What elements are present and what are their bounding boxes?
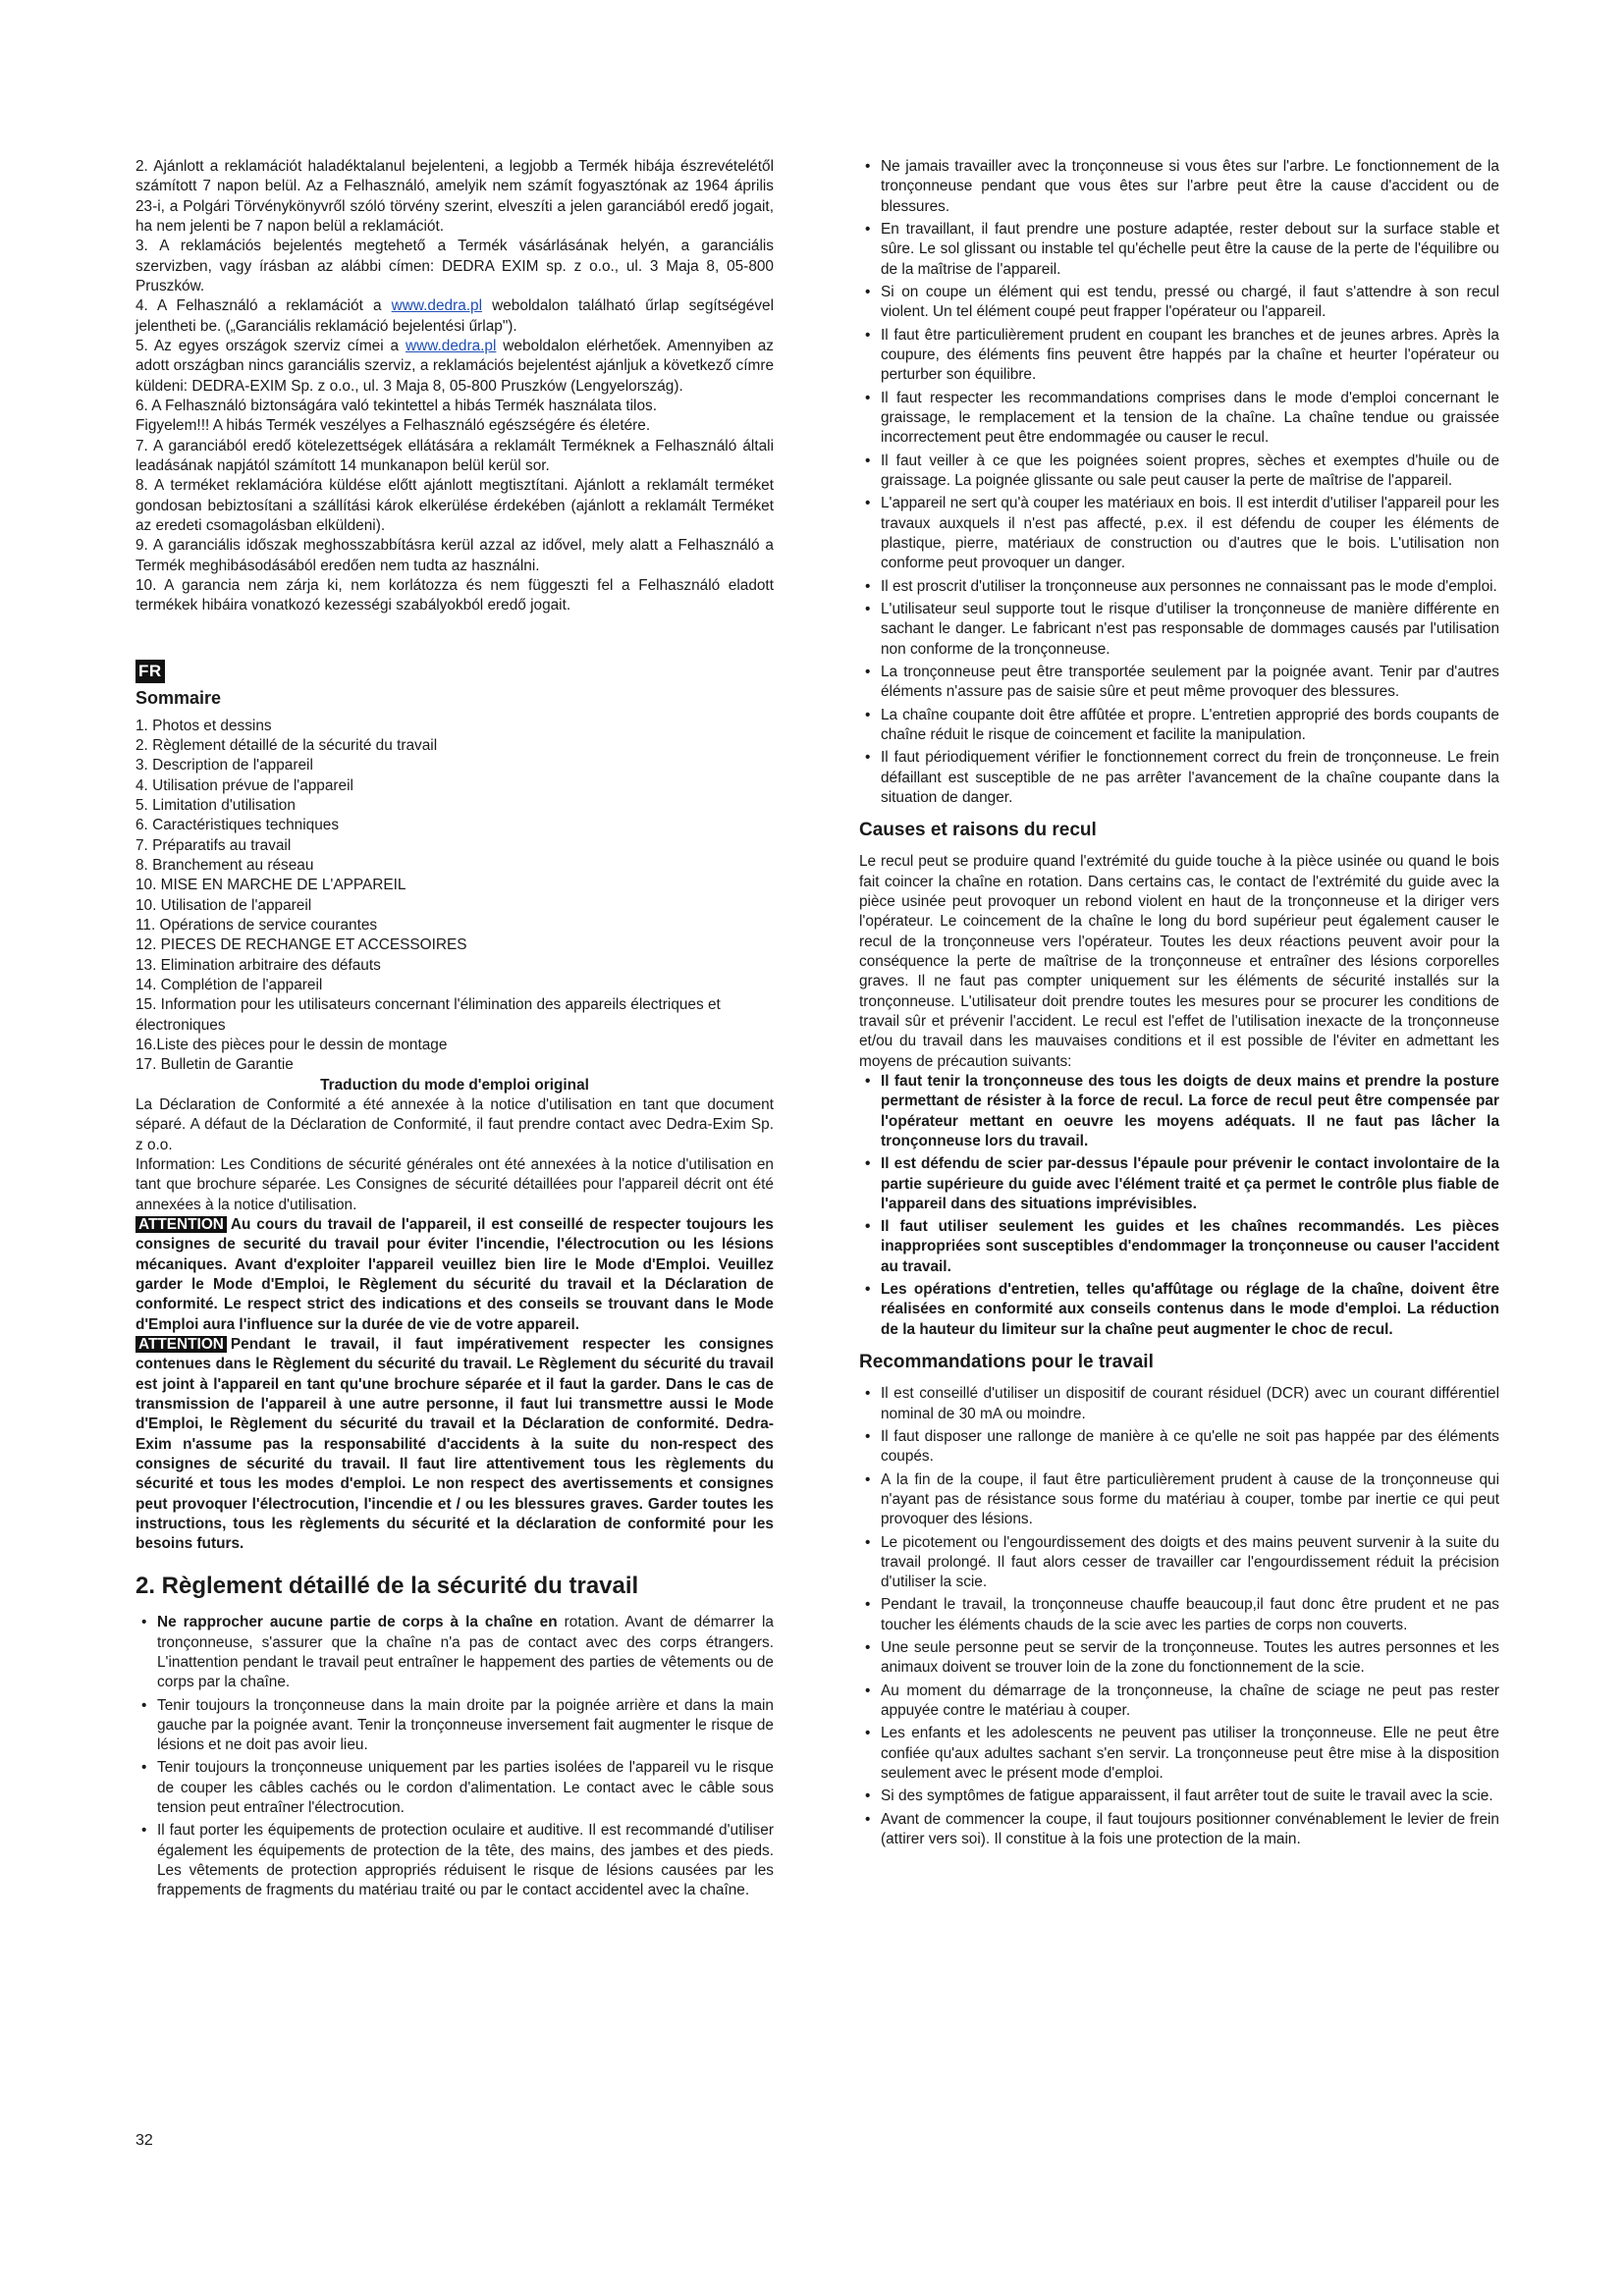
list-item: • L'appareil ne sert qu'à couper les matériaux en bois. Il est interdit d'utiliser l'appareil pour les travaux auxquels il n'est pas affecté, p.ex. il est défendu de couper les éléments de plastique, pierre, matériaux de construction ou d'autres que le bois. L'utilisation non conforme peut provoquer un danger. [859,494,1499,573]
list-item: • Au moment du démarrage de la tronçonneuse, la chaîne de sciage ne peut pas rester appuyée contre le matériau à couper. [859,1682,1499,1722]
list-item: • L'utilisateur seul supporte tout le risque d'utiliser la tronçonneuse de manière différente en sachant le danger. Le fabricant n'est pas responsable de dommages causés par l'utilisation non conforme de la tronçonneuse. [859,600,1499,660]
sommaire-title: Sommaire [135,687,222,708]
text-span: 5. Az egyes országok szerviz címei a [135,337,406,354]
list-item: • Une seule personne peut se servir de la tronçonneuse. Toutes les autres personnes et les animaux doivent se trouver loin de la zone du fonctionnement de la scie. [859,1638,1499,1679]
list-item: • En travaillant, il faut prendre une posture adaptée, rester debout sur la surface stable et sûre. Le sol glissant ou instable tel qu'échelle peut être la cause de la perte de l'équilibre ou de la maîtrise de l'appareil. [859,220,1499,280]
toc-item: 1. Photos et dessins [135,717,272,734]
table-of-contents [135,717,774,1076]
safety-bullet-list [135,1613,774,1901]
list-item: • Il est défendu de scier par-dessus l'épaule pour prévenir le contact involontaire de la partie supérieure du guide avec l'élément traité et ça permet le contrôle plus fiable de l'appareil dans des situations imprévisibles. [859,1154,1499,1214]
toc-item: 5. Limitation d'utilisation [135,797,296,815]
text-span: weboldalon elérhetőek. Amennyiben az adott országban nincs garanciális szerviz, a reklamációs bejelentést ajánljuk a következő címre küldeni: DEDRA-EXIM Sp. z o.o., ul. 3 Maja 8, 05-800 Pruszków (Lengyelország). [135,337,774,395]
hu-rest [135,397,774,616]
list-item: • Il faut veiller à ce que les poignées soient propres, sèches et exemptes d'huile ou de graissage. La poignée glissante ou sale peut causer la perte de maîtrise de l'appareil. [859,452,1499,492]
safety-bullet-list-continued [859,157,1499,808]
list-item: • Si des symptômes de fatigue apparaissent, il faut arrêter tout de suite le travail avec la scie. [859,1787,1499,1806]
list-item: • Il faut respecter les recommandations comprises dans le mode d'emploi concernant le graissage, le remplacement et la tension de la chaîne. La chaîne tendue ou graissée incorrectement peut être endommagée ou causer le recul. [859,389,1499,449]
toc-item: 3. Description de l'appareil [135,757,313,774]
dedra-link[interactable]: www.dedra.pl [391,297,483,315]
attention-label: ATTENTION [135,1336,227,1353]
translation-title: Traduction du mode d'emploi original [320,1076,589,1094]
toc-item: 15. Information pour les utilisateurs concernant l'élimination des appareils électriques et électroniques [135,996,721,1034]
toc-item: 2. Règlement détaillé de la sécurité du travail [135,737,438,755]
toc-item: 8. Branchement au réseau [135,857,314,875]
right-column [859,157,1499,1852]
section-2-title: 2. Règlement détaillé de la sécurité du travail [135,1572,639,1599]
text-span: rotation. Avant de démarrer la tronçonneuse, s'assurer que la chaîne n'a pas de contact avec des corps étrangers. L'inattention pendant le travail peut entraîner le happement des parties de vêtements ou de corps par la chaîne. [157,1614,774,1691]
list-item: • Ne jamais travailler avec la tronçonneuse si vous êtes sur l'arbre. Le fonctionnement de la tronçonneuse pendant que vous êtes sur l'arbre peut être la cause d'accident ou de blessures. [859,157,1499,217]
dedra-link[interactable]: www.dedra.pl [406,337,497,354]
hu-paragraph: 3. A reklamációs bejelentés megtehető a Termék vásárlásának helyén, a garanciális szervizben, vagy írásban az alábbi címen: DEDRA EXIM sp. z o.o., ul. 3 Maja 8, 05-800 Pruszków. [135,238,774,294]
recommendations-list [859,1384,1499,1849]
list-item: • Tenir toujours la tronçonneuse uniquement par les parties isolées de l'appareil vu le risque de couper les câbles cachés ou le cordon d'alimentation. Le contact avec le câble sous tension peut entraîner l'électrocution. [135,1758,774,1818]
toc-item: 4. Utilisation prévue de l'appareil [135,776,353,794]
toc-item: 6. Caractéristiques techniques [135,817,340,834]
causes-text: Le recul peut se produire quand l'extrémité du guide touche à la pièce usinée ou quand le bois fait coincer la chaîne en rotation. Dans certains cas, le contact de l'extrémité du guide avec la pièce usinée peut provoquer un rebond violent en haut de la tronçonneuse et la diriger vers l'opérateur. Le coincement de la chaîne le long du bord supérieur peut également causer le recul de la tronçonneuse vers l'opérateur. Toutes les deux réactions peuvent avoir pour la conséquence la perte de maîtrise de la tronçonneuse et entraîner des lésions corporelles graves. Il ne faut pas compter uniquement sur les éléments de sécurité installés sur la tronçonneuse. L'utilisateur doit prendre toutes les mesures pour se procurer les conditions de travail sûr et prévenir l'accident. Le recul est l'effet de l'utilisation inexacte de la tronçonneuse et/ou du travail dans les mauvaises conditions et il est possible de l'éviter en admettant les moyens de précaution suivants: [859,853,1499,1070]
list-item: • Les opérations d'entretien, telles qu'affûtage ou réglage de la chaîne, doivent être réalisées en conformité aux conseils contenus dans le mode d'emploi. La réduction de la hauteur du limiteur sur la chaîne peut augmenter le choc de recul. [859,1280,1499,1340]
toc-item: 12. PIECES DE RECHANGE ET ACCESSOIRES [135,936,467,954]
hu-paragraph: 6. A Felhasználó biztonságára való tekintettel a hibás Termék használata tilos. [135,397,658,414]
kickback-prevention-list [859,1072,1499,1340]
toc-item: 7. Préparatifs au travail [135,836,292,854]
hungarian-warranty-text [135,157,774,616]
list-item: • Tenir toujours la tronçonneuse dans la main droite par la poignée arrière et dans la main gauche par la poignée avant. Tenir la tronçonneuse inversement fait augmenter le risque de lésions et ne doit pas avoir lieu. [135,1696,774,1756]
list-item: • Il faut porter les équipements de protection oculaire et auditive. Il est recommandé d'utiliser également les équipements de protection de la tête, des mains, des jambes et des pieds. Les vêtements de protection appropriés réduisent le risque de lésions causées par les frappements de fragments du matériau traité ou par le contact accidentel avec la chaîne. [135,1821,774,1900]
hu-paragraph [135,337,774,397]
hu-paragraph: 7. A garanciából eredő kötelezettségek ellátására a reklamált Terméknek a Felhasználó általi leadásának napjától számított 14 munkanapon belül kerül sor. [135,437,774,474]
list-item: • Avant de commencer la coupe, il faut toujours positionner convénablement le levier de frein (attirer vers soi). Il constitue à la fois une protection de la main. [859,1810,1499,1850]
list-item: • Il faut tenir la tronçonneuse des tous les doigts de deux mains et prendre la posture permettant de résister à la force de recul. La force de recul peut être compensée par l'opérateur mettant en oeuvre les moyens adéquats. Il ne faut pas lâcher la tronçonneuse lors du travail. [859,1072,1499,1151]
text-span: weboldalon található űrlap segítségével jelentheti be. („Garanciális reklamáció bejelentési űrlap"). [135,297,774,335]
list-item: • Pendant le travail, la tronçonneuse chauffe beaucoup,il faut donc être prudent et ne pas toucher les éléments chauds de la scie avec les parties de corps non couverts. [859,1595,1499,1635]
hu-paragraph: 9. A garanciális időszak meghosszabbításra kerül azzal az idővel, mely alatt a Felhasználó a Termék meghibásodásából eredően nem tudta az használni. [135,537,774,574]
hu-paragraph [135,296,774,337]
attention-block-2 [135,1335,774,1555]
hu-paragraph: 10. A garancia nem zárja ki, nem korlátozza és nem függeszti fel a Felhasználó eladott termékek hibáira vonatkozó kezességi szabályokból eredő jogait. [135,576,774,614]
information-text: Information: Les Conditions de sécurité générales ont été annexées à la notice d'utilisation en tant que brochure séparée. Les Consignes de sécurité détaillées pour l'appareil décrit ont été annexées à la notice d'utilisation. [135,1155,774,1213]
recommendations-title: Recommandations pour le travail [859,1352,1154,1373]
list-item: • Il est proscrit d'utiliser la tronçonneuse aux personnes ne connaissant pas le mode d'emploi. [859,577,1499,597]
list-item: • Il faut périodiquement vérifier le fonctionnement correct du frein de tronçonneuse. Le frein défaillant est susceptible de ne pas arrêter l'avancement de la chaîne coupante dans la situation de danger. [859,748,1499,808]
list-item [135,1613,774,1692]
hu-paragraph: Figyelem!!! A hibás Termék veszélyes a Felhasználó egészségére és életére. [135,417,651,435]
page-number: 32 [135,2132,153,2149]
list-item: • Si on coupe un élément qui est tendu, pressé ou chargé, il faut s'attendre à son recul violent. Un tel élément coupé peut frapper l'opérateur ou l'appareil. [859,283,1499,323]
list-item: • Il faut disposer une rallonge de manière à ce qu'elle ne soit pas happée par des éléments coupés. [859,1427,1499,1468]
attention-block-1 [135,1215,774,1335]
text-span: 4. A Felhasználó a reklamációt a [135,297,392,315]
list-item: • Il est conseillé d'utiliser un dispositif de courant résiduel (DCR) avec un courant différentiel nominal de 30 mA ou moindre. [859,1384,1499,1424]
attention-text: Au cours du travail de l'appareil, il est conseillé de respecter toujours les consignes de securité du travail pour éviter l'incendie, l'électrocution ou les lésions mécaniques. Avant d'exploiter l'appareil veuillez bien lire le Mode d'Emploi. Veuillez garder le Mode d'Emploi, le Règlement du sécurité du travail et la Déclaration de conformité. Le respect strict des indications et des conseils se trouvant dans le Mode d'Emploi aura l'influence sur la durée de vie de votre appareil. [135,1215,774,1333]
list-item: • Il faut utiliser seulement les guides et les chaînes recommandés. Les pièces inappropriées sont susceptibles d'endommager la tronçonneuse ou causer l'accident au travail. [859,1217,1499,1277]
toc-item: 13. Elimination arbitraire des défauts [135,956,381,974]
declaration-text: La Déclaration de Conformité a été annexée à la notice d'utilisation en tant que document séparé. A défaut de la Déclaration de Conformité, il faut prendre contact avec Dedra-Exim Sp. z o.o. [135,1095,774,1153]
toc-item: 10. Utilisation de l'appareil [135,896,312,914]
hu-paragraph: 2. Ajánlott a reklamációt haladéktalanul bejelenteni, a legjobb a Termék hibája észrevételétől számított 7 napon belül. Az a Felhasználó, amelyik nem számít fogyasztónak az 1964 április 23-i, a Polgári Törvénykönyvről szóló törvény szerint, elveszíti a jelen garanciából eredő jogait, ha nem jelenti be 7 napon belül a reklamációt. [135,158,774,235]
toc-item: 11. Opérations de service courantes [135,917,378,934]
list-item: • Le picotement ou l'engourdissement des doigts et des mains peuvent survenir à la suite du travail prolongé. Il faut alors cesser de travailler car l'engourdissement réduit la précision d'utiliser la scie. [859,1533,1499,1593]
bold-text: Ne rapprocher aucune partie de corps à la chaîne en [157,1614,558,1631]
attention-label: ATTENTION [135,1216,227,1233]
list-item: • La tronçonneuse peut être transportée seulement par la poignée avant. Tenir par d'autres éléments n'assure pas de saisie sûre et peut même provoquer des blessures. [859,663,1499,703]
list-item: • Les enfants et les adolescents ne peuvent pas utiliser la tronçonneuse. Elle ne peut être confiée qu'aux adultes sachant s'en servir. La tronçonneuse peut être mise à la disposition seulement avec le présent mode d'emploi. [859,1724,1499,1784]
toc-item: 17. Bulletin de Garantie [135,1056,294,1074]
list-item: • A la fin de la coupe, il faut être particulièrement prudent à cause de la tronçonneuse qui n'ayant pas de résistance sous forme du matériau à couper, tombe par inertie ce qui peut provoquer des lésions. [859,1470,1499,1530]
list-item: • Il faut être particulièrement prudent en coupant les branches et de jeunes arbres. Après la coupure, des éléments fins peuvent être happés par la chaîne et heurter l'opérateur ou perturber son équilibre. [859,326,1499,386]
causes-title: Causes et raisons du recul [859,820,1097,841]
hu-paragraph: 8. A terméket reklamációra küldése előtt ajánlott megtisztítani. Ajánlott a reklamált terméket gondosan bebiztosítani a szállítási károk elkerülése érdekében (ajánlott a reklamált Terméket az eredeti csomagolásban elküldeni). [135,477,774,534]
toc-item: 16.Liste des pièces pour le dessin de montage [135,1036,448,1053]
toc-item: 10. MISE EN MARCHE DE L'APPAREIL [135,877,406,894]
toc-item: 14. Complétion de l'appareil [135,977,323,993]
fr-language-badge: FR [135,660,165,683]
left-column [135,157,774,1904]
list-item: • La chaîne coupante doit être affûtée et propre. L'entretien approprié des bords coupants de chaîne réduit le risque de coincement et facilite la manipulation. [859,706,1499,746]
attention-text: Pendant le travail, il faut impérativement respecter les consignes contenues dans le Règlement du sécurité du travail. Le Règlement du sécurité du travail est joint à l'appareil en tant qu'une brochure séparée et il faut la garder. Dans le cas de transmission de l'appareil à une autre personne, il faut lui transmettre aussi le Mode d'Emploi, le Règlement du sécurité du travail et la Déclaration de conformité. Dedra-Exim n'assume pas la responsabilité d'accidents à la suite du non-respect des consignes de sécurité du travail. Il faut lire attentivement tous les règlements du sécurité et tous les modes d'emploi. Le non respect des avertissements et consignes peut provoquer l'électrocution, l'incendie et / ou les blessures graves. Garder toutes les instructions, tous les règlements du sécurité et la déclaration de conformité pour les besoins futurs. [135,1335,774,1553]
